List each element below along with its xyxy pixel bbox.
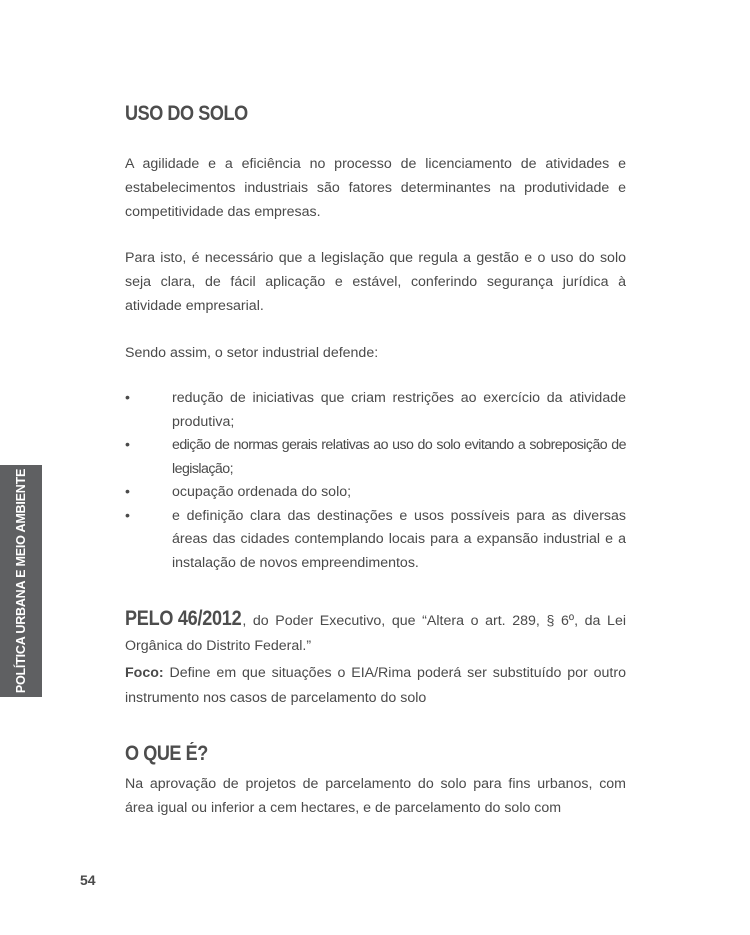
bullet-dot: • [125, 507, 130, 524]
list-item: • edição de normas gerais relativas ao uso do solo evitando a sobreposição de legislação; [125, 434, 626, 481]
side-section-tab [0, 465, 42, 697]
pelo-code: PELO 46/2012 [125, 607, 242, 630]
section-title-uso-do-solo: USO DO SOLO [125, 102, 248, 125]
bullet-dot: • [125, 484, 130, 500]
pelo-description: , do Poder Executivo, que “Altera o art. 289, § 6º, da Lei Orgânica do Distrito Federal.” [125, 613, 626, 654]
paragraph-2: Para isto, é necessário que a legislação que regula a gestão e o uso do solo seja clara, de fácil aplicação e estável, conferindo segurança jurídica à atividade empresarial. [125, 250, 626, 314]
bullet-dot: • [125, 390, 130, 406]
page-number: 54 [80, 872, 96, 888]
pelo-paragraph [125, 606, 626, 659]
paragraph-3: Sendo assim, o setor industrial defende: [125, 345, 379, 361]
focus-label: Foco: [125, 665, 164, 681]
bullet-dot: • [125, 437, 130, 453]
side-section-label: POLÍTICA URBANA E MEIO AMBIENTE [14, 468, 28, 694]
paragraph-o-que-e: Na aprovação de projetos de parcelamento do solo para fins urbanos, com área igual ou inferior a cem hectares, e de parcelamento do solo com [125, 776, 626, 816]
focus-text: Define em que situações o EIA/Rima poderá ser substituído por outro instrumento nos casos de parcelamento do solo [125, 665, 626, 706]
list-item: • ocupação ordenada do solo; [125, 481, 626, 505]
section-title-o-que-e: O QUE É? [125, 742, 208, 765]
paragraph-1: A agilidade e a eficiência no processo de licenciamento de atividades e estabelecimentos industriais são fatores determinantes na produtividade e competitividade das empresas. [125, 156, 626, 220]
list-item: • e definição clara das destinações e usos possíveis para as diversas áreas das cidades contemplando locais para a expansão industrial e a instalação de novos empreendimentos. [125, 505, 626, 576]
focus-paragraph [125, 661, 626, 711]
bullet-list [125, 387, 626, 575]
list-item: • redução de iniciativas que criam restrições ao exercício da atividade produtiva; [125, 387, 626, 434]
